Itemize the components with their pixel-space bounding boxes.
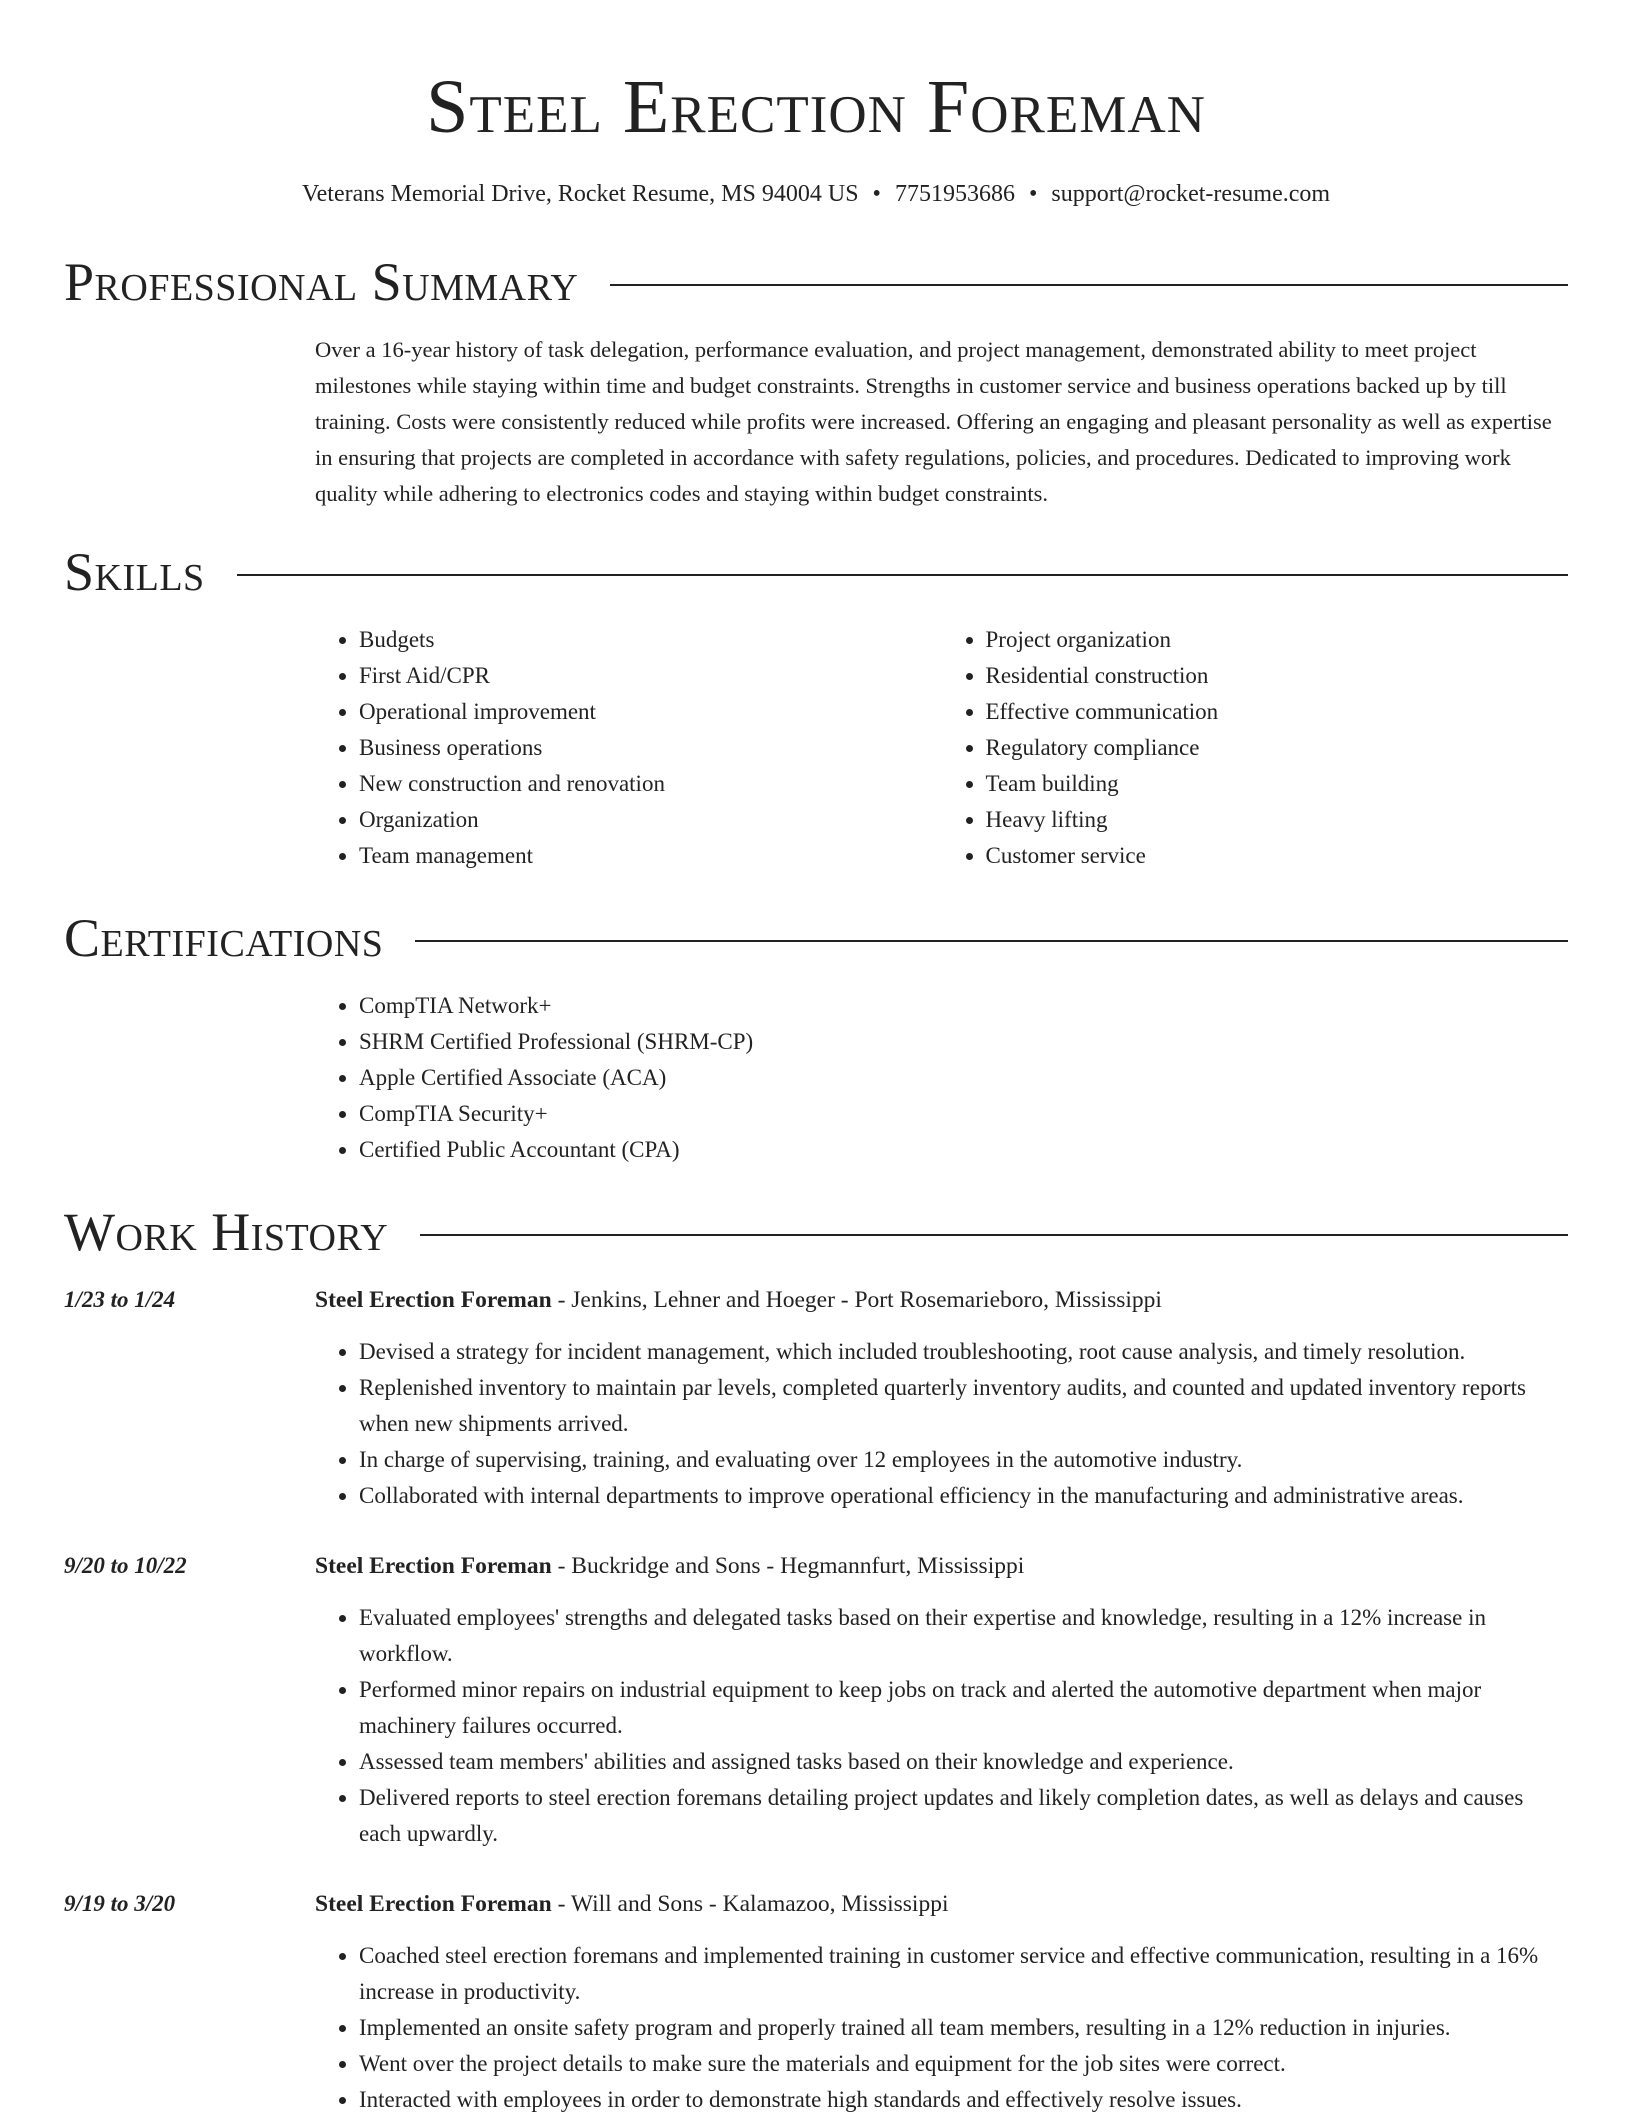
certifications-items [315, 988, 1568, 1168]
certifications-heading: Certifications [64, 908, 384, 968]
job-bullet: • Collaborated with internal departments to improve operational efficiency in the manufacturing and administrative areas. [359, 1478, 1568, 1514]
contact-email: support@rocket-resume.com [1051, 181, 1331, 207]
job-bullet: • Performed minor repairs on industrial equipment to keep jobs on track and alerted the automotive department when major machinery failures occurred. [359, 1672, 1568, 1744]
job-title: Steel Erection Foreman [315, 1891, 552, 1917]
skill-item: • Customer service [986, 838, 1569, 874]
job-bullet: • In charge of supervising, training, and evaluating over 12 employees in the automotive industry. [359, 1442, 1568, 1478]
skills-column-right [942, 622, 1569, 874]
job-bullet: • Went over the project details to make sure the materials and equipment for the job sites were correct. [359, 2046, 1568, 2082]
job-content [315, 1886, 1568, 2118]
job-bullet: • Delivered reports to steel erection foremans detailing project updates and likely completion dates, as well as delays and causes each upwardly. [359, 1780, 1568, 1852]
skill-item: • Regulatory compliance [986, 730, 1569, 766]
job-responsibilities [315, 1334, 1568, 1514]
job-dates: 1/23 to 1/24 [64, 1287, 176, 1312]
job-employer-location: - Jenkins, Lehner and Hoeger - Port Rosemarieboro, Mississippi [551, 1287, 1162, 1313]
job-content [315, 1548, 1568, 1852]
contact-separator: • [872, 181, 881, 207]
job-title-line [315, 1886, 1568, 1922]
skill-item: • Business operations [359, 730, 942, 766]
job-responsibilities [315, 1938, 1568, 2118]
skills-heading: Skills [64, 542, 205, 602]
job-bullet: • Devised a strategy for incident management, which included troubleshooting, root cause analysis, and timely resolution. [359, 1334, 1568, 1370]
summary-text: Over a 16-year history of task delegation, performance evaluation, and project management, demonstrated ability to meet project milestones while staying within time and budget constraints. Strengths in customer service and business operations backed up by till training. Costs were consistently reduced while profits were increased. Offering an engaging and pleasant personality as well as expertise in ensuring that projects are completed in accordance with safety regulations, policies, and procedures. Dedicated to improving work quality while adhering to electronics codes and staying within budget constraints. [315, 337, 1552, 506]
job-content [315, 1282, 1568, 1514]
job-bullet: • Interacted with employees in order to demonstrate high standards and effectively resolve issues. [359, 2082, 1568, 2118]
job-title-line [315, 1282, 1568, 1318]
section-divider [610, 284, 1568, 286]
job-employer-location: - Buckridge and Sons - Hegmannfurt, Mississippi [551, 1553, 1025, 1579]
candidate-name: Steel Erection Foreman [426, 65, 1206, 149]
job-title: Steel Erection Foreman [315, 1553, 552, 1579]
job-dates: 9/20 to 10/22 [64, 1553, 187, 1578]
skills-section-header [64, 542, 1568, 602]
job-employer-location: - Will and Sons - Kalamazoo, Mississippi [551, 1891, 949, 1917]
job-title-line [315, 1548, 1568, 1584]
job-responsibilities [315, 1600, 1568, 1852]
certification-item: • CompTIA Security+ [359, 1096, 1568, 1132]
certification-item: • Certified Public Accountant (CPA) [359, 1132, 1568, 1168]
job-entry [64, 1282, 1568, 1514]
skill-item: • Operational improvement [359, 694, 942, 730]
section-divider [420, 1234, 1568, 1236]
job-entry [64, 1548, 1568, 1852]
skills-column-left [315, 622, 942, 874]
contact-address: Veterans Memorial Drive, Rocket Resume, MS 94004 US [301, 181, 859, 207]
job-bullet: • Coached steel erection foremans and implemented training in customer service and effective communication, resulting in a 16% increase in productivity. [359, 1938, 1568, 2010]
certifications-list [315, 988, 1568, 1168]
work-heading: Work History [64, 1202, 389, 1262]
skill-item: • Team building [986, 766, 1569, 802]
contact-line [64, 178, 1568, 210]
skill-item: • Project organization [986, 622, 1569, 658]
resume-page [64, 0, 1568, 2118]
job-bullet: • Implemented an onsite safety program and properly trained all team members, resulting in a 12% reduction in injuries. [359, 2010, 1568, 2046]
job-title: Steel Erection Foreman [315, 1287, 552, 1313]
job-entry [64, 1886, 1568, 2118]
job-bullet: • Evaluated employees' strengths and delegated tasks based on their expertise and knowledge, resulting in a 12% increase in workflow. [359, 1600, 1568, 1672]
section-divider [237, 574, 1568, 576]
job-bullet: • Assessed team members' abilities and assigned tasks based on their knowledge and experience. [359, 1744, 1568, 1780]
contact-separator: • [1028, 181, 1038, 207]
section-divider [415, 940, 1568, 942]
certifications-section-header [64, 908, 1568, 968]
certification-item: • Apple Certified Associate (ACA) [359, 1060, 1568, 1096]
skill-item: • First Aid/CPR [359, 658, 942, 694]
skill-item: • Effective communication [986, 694, 1569, 730]
certification-item: • CompTIA Network+ [359, 988, 1568, 1024]
certification-item: • SHRM Certified Professional (SHRM-CP) [359, 1024, 1568, 1060]
skill-item: • Team management [359, 838, 942, 874]
skills-list [315, 622, 1568, 874]
skill-item: • New construction and renovation [359, 766, 942, 802]
skill-item: • Heavy lifting [986, 802, 1569, 838]
work-history-list [64, 1282, 1568, 2118]
contact-phone: 7751953686 [894, 181, 1015, 207]
job-bullet: • Replenished inventory to maintain par levels, completed quarterly inventory audits, and counted and updated inventory reports when new shipments arrived. [359, 1370, 1568, 1442]
summary-heading: Professional Summary [64, 252, 579, 312]
skill-item: • Budgets [359, 622, 942, 658]
skill-item: • Residential construction [986, 658, 1569, 694]
job-dates: 9/19 to 3/20 [64, 1891, 176, 1916]
skill-item: • Organization [359, 802, 942, 838]
summary-section-header [64, 252, 1568, 312]
work-section-header [64, 1202, 1568, 1262]
